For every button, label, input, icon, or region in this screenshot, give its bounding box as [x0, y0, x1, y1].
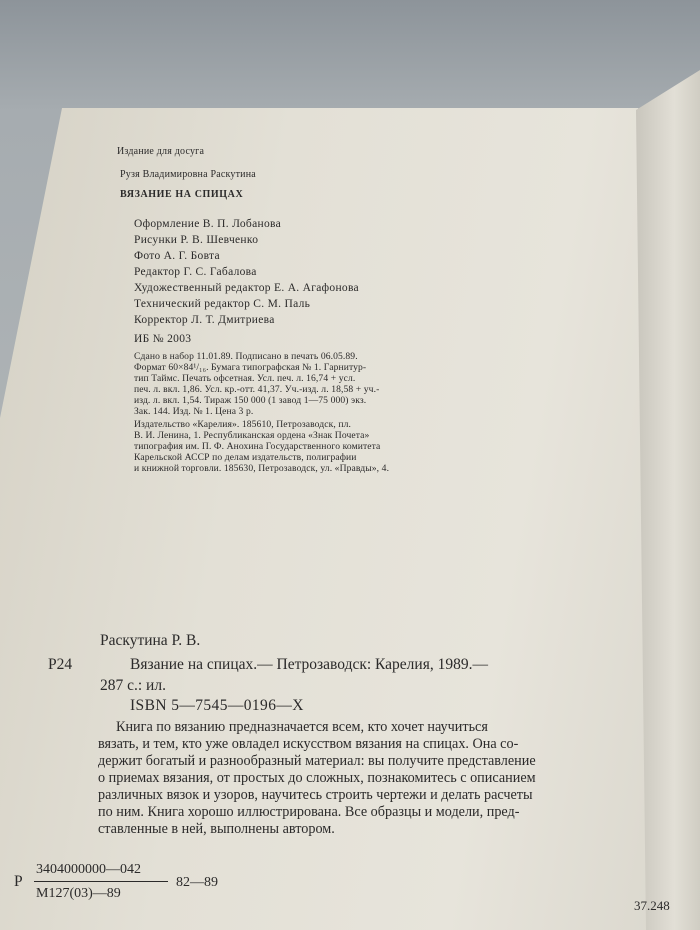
imprint-line: тип Таймс. Печать офсетная. Усл. печ. л. 16,74 + усл.: [134, 373, 356, 384]
index-numerator: 3404000000—042: [36, 862, 141, 877]
credit-line: Технический редактор С. М. Паль: [134, 298, 311, 310]
annotation-line: вязать, и тем, кто уже овладел искусством вязания на спицах. Она со-: [98, 736, 519, 752]
imprint-line: Формат 60×84¹/₁₆. Бумага типографская № 1. Гарнитур-: [134, 362, 367, 373]
annotation-line: ставленные в ней, выполнены автором.: [98, 821, 335, 837]
author-line: Рузя Владимировна Раскутина: [120, 169, 256, 180]
catalog-pages: 287 с.: ил.: [100, 677, 166, 694]
credit-line: Фото А. Г. Бовта: [134, 250, 220, 262]
book-title-line: ВЯЗАНИЕ НА СПИЦАХ: [120, 189, 244, 200]
index-letter: Р: [14, 873, 23, 890]
annotation-line: по ним. Книга хорошо иллюстрирована. Все образцы и модели, пред-: [98, 804, 520, 820]
bbk-number: 37.248: [634, 898, 670, 913]
imprint-line: Издательство «Карелия». 185610, Петрозаводск, пл.: [134, 419, 351, 430]
catalog-description: Вязание на спицах.— Петрозаводск: Карелия, 1989.—: [130, 656, 488, 673]
annotation-line: Книга по вязанию предназначается всем, кто хочет научиться: [116, 719, 488, 735]
fraction-rule: [34, 881, 168, 882]
index-range: 82—89: [176, 875, 218, 890]
imprint-line: и книжной торговли. 185630, Петрозаводск, ул. «Правды», 4.: [134, 463, 390, 474]
credit-line: Рисунки Р. В. Шевченко: [134, 234, 259, 246]
imprint-line: изд. л. вкл. 1,54. Тираж 150 000 (1 завод 1—75 000) экз.: [134, 395, 367, 406]
imprint-line: Зак. 144. Изд. № 1. Цена 3 р.: [134, 406, 254, 417]
annotation-line: держит богатый и разнообразный материал: вы получите представление: [98, 753, 536, 769]
credit-line: Корректор Л. Т. Дмитриева: [134, 314, 275, 326]
next-page-edge: [636, 70, 700, 930]
imprint-line: Карельской АССР по делам издательств, полиграфии: [134, 452, 357, 463]
imprint-line: В. И. Ленина, 1. Республиканская ордена «Знак Почета»: [134, 430, 370, 441]
catalog-isbn: ISBN 5—7545—0196—X: [130, 697, 304, 714]
credit-line: Оформление В. П. Лобанова: [134, 218, 281, 230]
credit-line: Художественный редактор Е. А. Агафонова: [134, 282, 359, 294]
annotation-line: о приемах вязания, от простых до сложных, познакомитесь с описанием: [98, 770, 536, 786]
index-denominator: М127(03)—89: [36, 886, 121, 901]
catalog-author: Раскутина Р. В.: [100, 632, 201, 649]
catalog-class-code: Р24: [48, 656, 73, 673]
annotation-line: различных вязок и узоров, научитесь строить чертежи и делать расчеты: [98, 787, 533, 803]
imprint-line: Сдано в набор 11.01.89. Подписано в печать 06.05.89.: [134, 351, 358, 362]
imprint-line: печ. л. вкл. 1,86. Усл. кр.-отт. 41,37. Уч.-изд. л. 18,58 + уч.-: [134, 384, 380, 395]
ib-number: ИБ № 2003: [134, 333, 192, 345]
credit-line: Редактор Г. С. Габалова: [134, 266, 257, 278]
series-line: Издание для досуга: [117, 146, 205, 157]
imprint-line: типография им. П. Ф. Анохина Государственного комитета: [134, 441, 381, 452]
